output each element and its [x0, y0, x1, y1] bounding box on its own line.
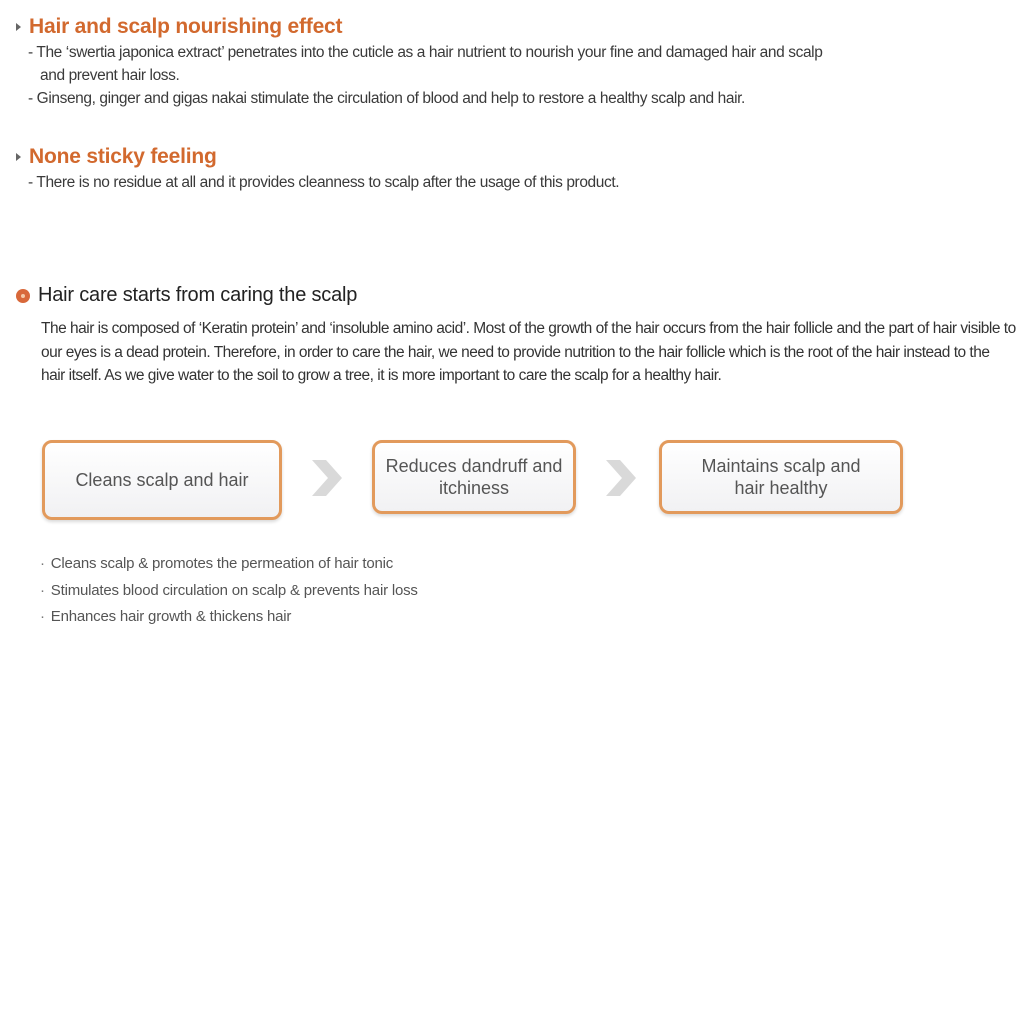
- chevron-right-icon: [310, 458, 344, 498]
- feature-line: and prevent hair loss.: [40, 67, 180, 84]
- feature-nourishing: [14, 15, 822, 110]
- benefit-item: · Enhances hair growth & thickens hair: [40, 604, 418, 631]
- feature-title: Hair and scalp nourishing effect: [29, 15, 343, 38]
- benefit-list: [40, 551, 418, 631]
- chevron-right-icon: [604, 458, 638, 498]
- flow-step-label: Reduces dandruff and itchiness: [385, 456, 563, 498]
- flow-step-label: Maintains scalp and hair healthy: [701, 456, 861, 498]
- feature-title: None sticky feeling: [29, 145, 217, 168]
- process-flow: [42, 440, 912, 520]
- benefit-item: · Stimulates blood circulation on scalp & prevents hair loss: [40, 578, 418, 605]
- flow-step-1: [42, 440, 282, 520]
- section-body: The hair is composed of ‘Keratin protein’ and ‘insoluble amino acid’. Most of the growth of the hair occurs from the hair follicle and the part of hair visible to our eyes is a dead protein. Therefore, in order to care the hair, we need to provide nutrition to the hair follicle which is the root of the hair instead to the hair itself. As we give water to the soil to grow a tree, it is more important to care the scalp for a healthy hair.: [41, 320, 1016, 384]
- feature-line: - There is no residue at all and it provides cleanness to scalp after the usage of this product.: [28, 174, 620, 191]
- section-title: Hair care starts from caring the scalp: [38, 284, 358, 306]
- scalp-care-section: [16, 284, 1016, 388]
- feature-line: - Ginseng, ginger and gigas nakai stimulate the circulation of blood and help to restore a healthy scalp and hair.: [28, 90, 745, 107]
- feature-non-sticky: [14, 145, 619, 194]
- triangle-bullet-icon: [16, 23, 21, 31]
- feature-line: - The ‘swertia japonica extract’ penetrates into the cuticle as a hair nutrient to nourish your fine and damaged hair and scalp: [28, 44, 823, 61]
- flow-step-label: Cleans scalp and hair: [75, 470, 249, 490]
- circle-bullet-icon: [16, 289, 30, 303]
- flow-step-2: [372, 440, 576, 514]
- triangle-bullet-icon: [16, 153, 21, 161]
- flow-step-3: [659, 440, 903, 514]
- benefit-item: · Cleans scalp & promotes the permeation of hair tonic: [40, 551, 418, 578]
